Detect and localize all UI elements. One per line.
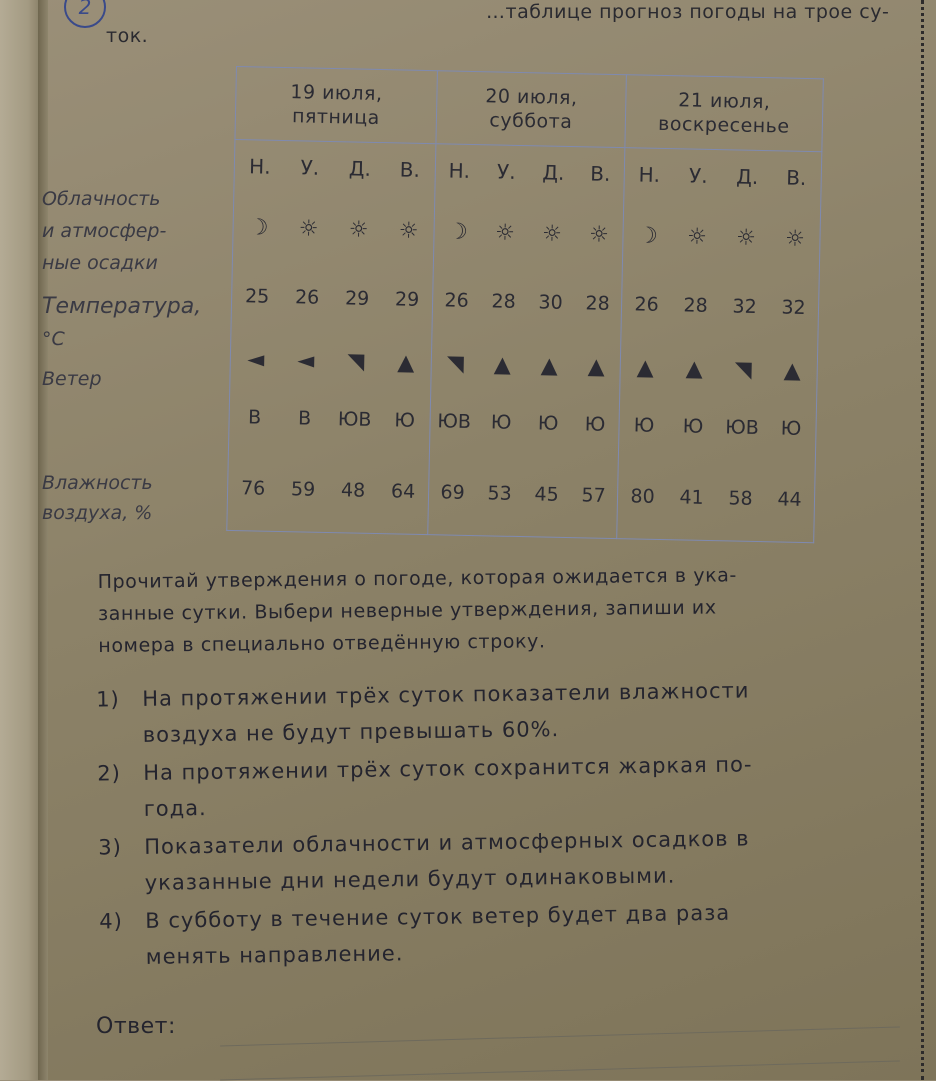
- wind_arrows-row: [230, 330, 431, 392]
- day-part-label: Д.: [348, 156, 372, 181]
- humidity-value: 48: [340, 479, 366, 502]
- icons-row: [623, 200, 820, 274]
- humidity-value: 45: [534, 483, 559, 506]
- sun-icon: ☼: [735, 225, 757, 251]
- option-number: 4): [99, 909, 124, 934]
- option-line: воздуха не будут превышать 60%.: [142, 717, 560, 747]
- task-header: [106, 0, 889, 48]
- arrow-left-icon: ◄: [247, 346, 265, 373]
- day-weekday: пятница: [291, 105, 381, 130]
- parts-row: [234, 140, 435, 196]
- wind_dirs-row: [229, 388, 430, 450]
- temperature-value: 25: [244, 285, 270, 308]
- option-number: 2): [97, 761, 121, 786]
- humidity-value: 58: [728, 487, 753, 510]
- wind-direction: ЮВ: [337, 408, 372, 431]
- day-part-label: Н.: [638, 162, 661, 187]
- day-part-label: В.: [785, 165, 807, 190]
- temperature-value: 26: [444, 289, 469, 312]
- temperature-value: 28: [585, 292, 610, 315]
- option-text: [145, 892, 890, 974]
- option-line: указанные дни недели будут одинаковыми.: [144, 863, 676, 895]
- label-cloudiness-2: и атмосфер-: [42, 220, 167, 242]
- instruction-line: номера в специально отведённую строку.: [98, 630, 546, 657]
- day-header: [235, 67, 437, 144]
- wind-direction: ЮВ: [725, 416, 760, 440]
- day-date: 19 июля,: [290, 81, 383, 106]
- day-date: 20 июля,: [485, 85, 578, 110]
- label-cloudiness-3: ные осадки: [42, 252, 158, 274]
- arrow-up-icon: ▲: [685, 355, 703, 382]
- humidity-value: 76: [240, 477, 266, 500]
- day-weekday: воскресенье: [657, 112, 790, 138]
- option-item: [97, 744, 888, 827]
- sun-icon: ☼: [348, 216, 369, 243]
- answer-input-line-2[interactable]: [220, 1061, 900, 1081]
- humidity-row: [428, 450, 618, 538]
- temperature-value: 29: [394, 288, 420, 311]
- sun-icon: ☼: [494, 219, 516, 246]
- humidity-value: 59: [290, 478, 316, 501]
- temperature-row: [621, 270, 818, 342]
- instructions: [98, 558, 859, 662]
- sun-icon: ☼: [686, 223, 708, 250]
- humidity-value: 64: [390, 480, 416, 503]
- options-list: [96, 670, 890, 977]
- option-item: [99, 892, 890, 975]
- temperature-value: 28: [491, 290, 516, 313]
- day-part-label: В.: [590, 161, 611, 186]
- wind_arrows-row: [431, 334, 620, 396]
- label-humidity-2: воздуха, %: [42, 502, 153, 524]
- day-date: 21 июля,: [678, 89, 771, 114]
- day-column: [617, 148, 822, 543]
- header-line-1: …таблице прогноз погоды на трое су-: [486, 1, 890, 23]
- day-part-label: У.: [496, 159, 516, 184]
- temperature-value: 32: [781, 296, 806, 319]
- option-number: 3): [98, 835, 123, 860]
- humidity-row: [617, 454, 815, 542]
- option-line: менять направление.: [145, 941, 404, 969]
- arrow-up-icon: ▲: [397, 349, 415, 376]
- option-line: года.: [143, 795, 207, 821]
- instruction-line: Прочитай утверждения о погоде, которая ожидается в ука-: [97, 564, 738, 593]
- icons-row: [434, 196, 623, 270]
- sun-icon: ☼: [588, 221, 610, 248]
- parts-row: [624, 148, 821, 204]
- temperature-value: 29: [344, 287, 370, 310]
- weather-table: [226, 66, 824, 543]
- arrow-down-right-icon: ◥: [347, 348, 365, 375]
- day-column: [227, 139, 436, 534]
- temperature-value: 30: [538, 291, 563, 314]
- answer-label: Ответ:: [96, 1014, 176, 1039]
- sun-icon: ☼: [784, 226, 806, 252]
- option-number: 1): [96, 687, 120, 712]
- arrow-down-right-icon: ◥: [734, 357, 752, 383]
- day-part-label: Н.: [248, 154, 271, 179]
- day-header: [436, 71, 626, 148]
- temperature-row: [432, 266, 621, 338]
- parts-row: [435, 144, 624, 200]
- option-item: [96, 670, 887, 753]
- arrow-up-icon: ▲: [540, 352, 559, 379]
- arrow-up-icon: ▲: [587, 353, 605, 380]
- day-part-label: У.: [688, 163, 708, 188]
- humidity-row: [227, 446, 429, 534]
- humidity-value: 41: [679, 486, 704, 509]
- wind_dirs-row: [619, 396, 816, 458]
- day-weekday: суббота: [489, 109, 573, 134]
- wind-direction: Ю: [490, 411, 512, 434]
- day-part-label: В.: [399, 157, 421, 182]
- option-text: [142, 670, 887, 752]
- option-text: [143, 744, 888, 826]
- temperature-row: [231, 262, 432, 334]
- moon-icon: ☽: [248, 214, 269, 241]
- option-line: На протяжении трёх суток показатели влажности: [142, 678, 750, 711]
- option-item: [98, 818, 889, 901]
- humidity-value: 80: [630, 485, 655, 508]
- sun-icon: ☼: [398, 217, 419, 244]
- wind-direction: ЮВ: [437, 410, 472, 433]
- wind_dirs-row: [430, 392, 619, 454]
- header-line-2: ток.: [106, 25, 149, 47]
- label-temperature-2: °C: [42, 328, 65, 350]
- option-line: В субботу в течение суток ветер будет два раза: [145, 900, 731, 933]
- sun-icon: ☼: [298, 215, 319, 242]
- temperature-value: 32: [732, 295, 757, 318]
- day-part-label: Д.: [542, 160, 565, 185]
- answer-input-line[interactable]: [220, 1027, 900, 1047]
- humidity-value: 69: [440, 481, 465, 504]
- label-wind: Ветер: [42, 368, 102, 390]
- temperature-value: 28: [683, 294, 708, 317]
- task-number-badge: 2: [64, 0, 106, 28]
- wind-direction: В: [297, 407, 312, 430]
- moon-icon: ☽: [637, 222, 659, 249]
- day-header: [625, 75, 823, 152]
- arrow-down-right-icon: ◥: [446, 350, 465, 377]
- wind_arrows-row: [620, 338, 817, 400]
- wind-direction: Ю: [682, 415, 704, 438]
- humidity-value: 53: [487, 482, 512, 505]
- option-line: Показатели облачности и атмосферных осадков в: [144, 826, 750, 859]
- moon-icon: ☽: [447, 218, 469, 245]
- book-binding: [38, 0, 48, 1080]
- arrow-up-icon: ▲: [636, 354, 654, 381]
- option-line: На протяжении трёх суток сохранится жаркая по-: [143, 752, 753, 785]
- day-part-label: У.: [300, 155, 320, 180]
- sun-icon: ☼: [541, 220, 563, 247]
- arrow-left-icon: ◄: [297, 347, 315, 374]
- wind-direction: Ю: [537, 412, 559, 435]
- label-temperature-1: Температура,: [42, 294, 202, 319]
- instruction-line: занные сутки. Выбери неверные утверждения, запиши их: [97, 596, 717, 625]
- day-column: [428, 144, 625, 539]
- humidity-value: 57: [581, 484, 606, 507]
- arrow-up-icon: ▲: [783, 358, 801, 384]
- dotted-cut-line: [921, 0, 924, 1080]
- left-page-edge: [0, 0, 40, 1080]
- wind-direction: Ю: [394, 409, 416, 432]
- wind-direction: В: [247, 406, 262, 429]
- arrow-up-icon: ▲: [493, 351, 512, 378]
- temperature-value: 26: [634, 293, 659, 316]
- label-humidity-1: Влажность: [42, 472, 153, 494]
- temperature-value: 26: [294, 286, 320, 309]
- icons-row: [233, 192, 434, 266]
- option-text: [144, 818, 889, 900]
- day-part-label: Д.: [736, 164, 759, 189]
- wind-direction: Ю: [633, 414, 655, 437]
- humidity-value: 44: [777, 488, 802, 511]
- wind-direction: Ю: [584, 413, 606, 436]
- day-part-label: Н.: [448, 158, 471, 183]
- label-cloudiness-1: Облачность: [42, 188, 161, 210]
- wind-direction: Ю: [780, 417, 802, 440]
